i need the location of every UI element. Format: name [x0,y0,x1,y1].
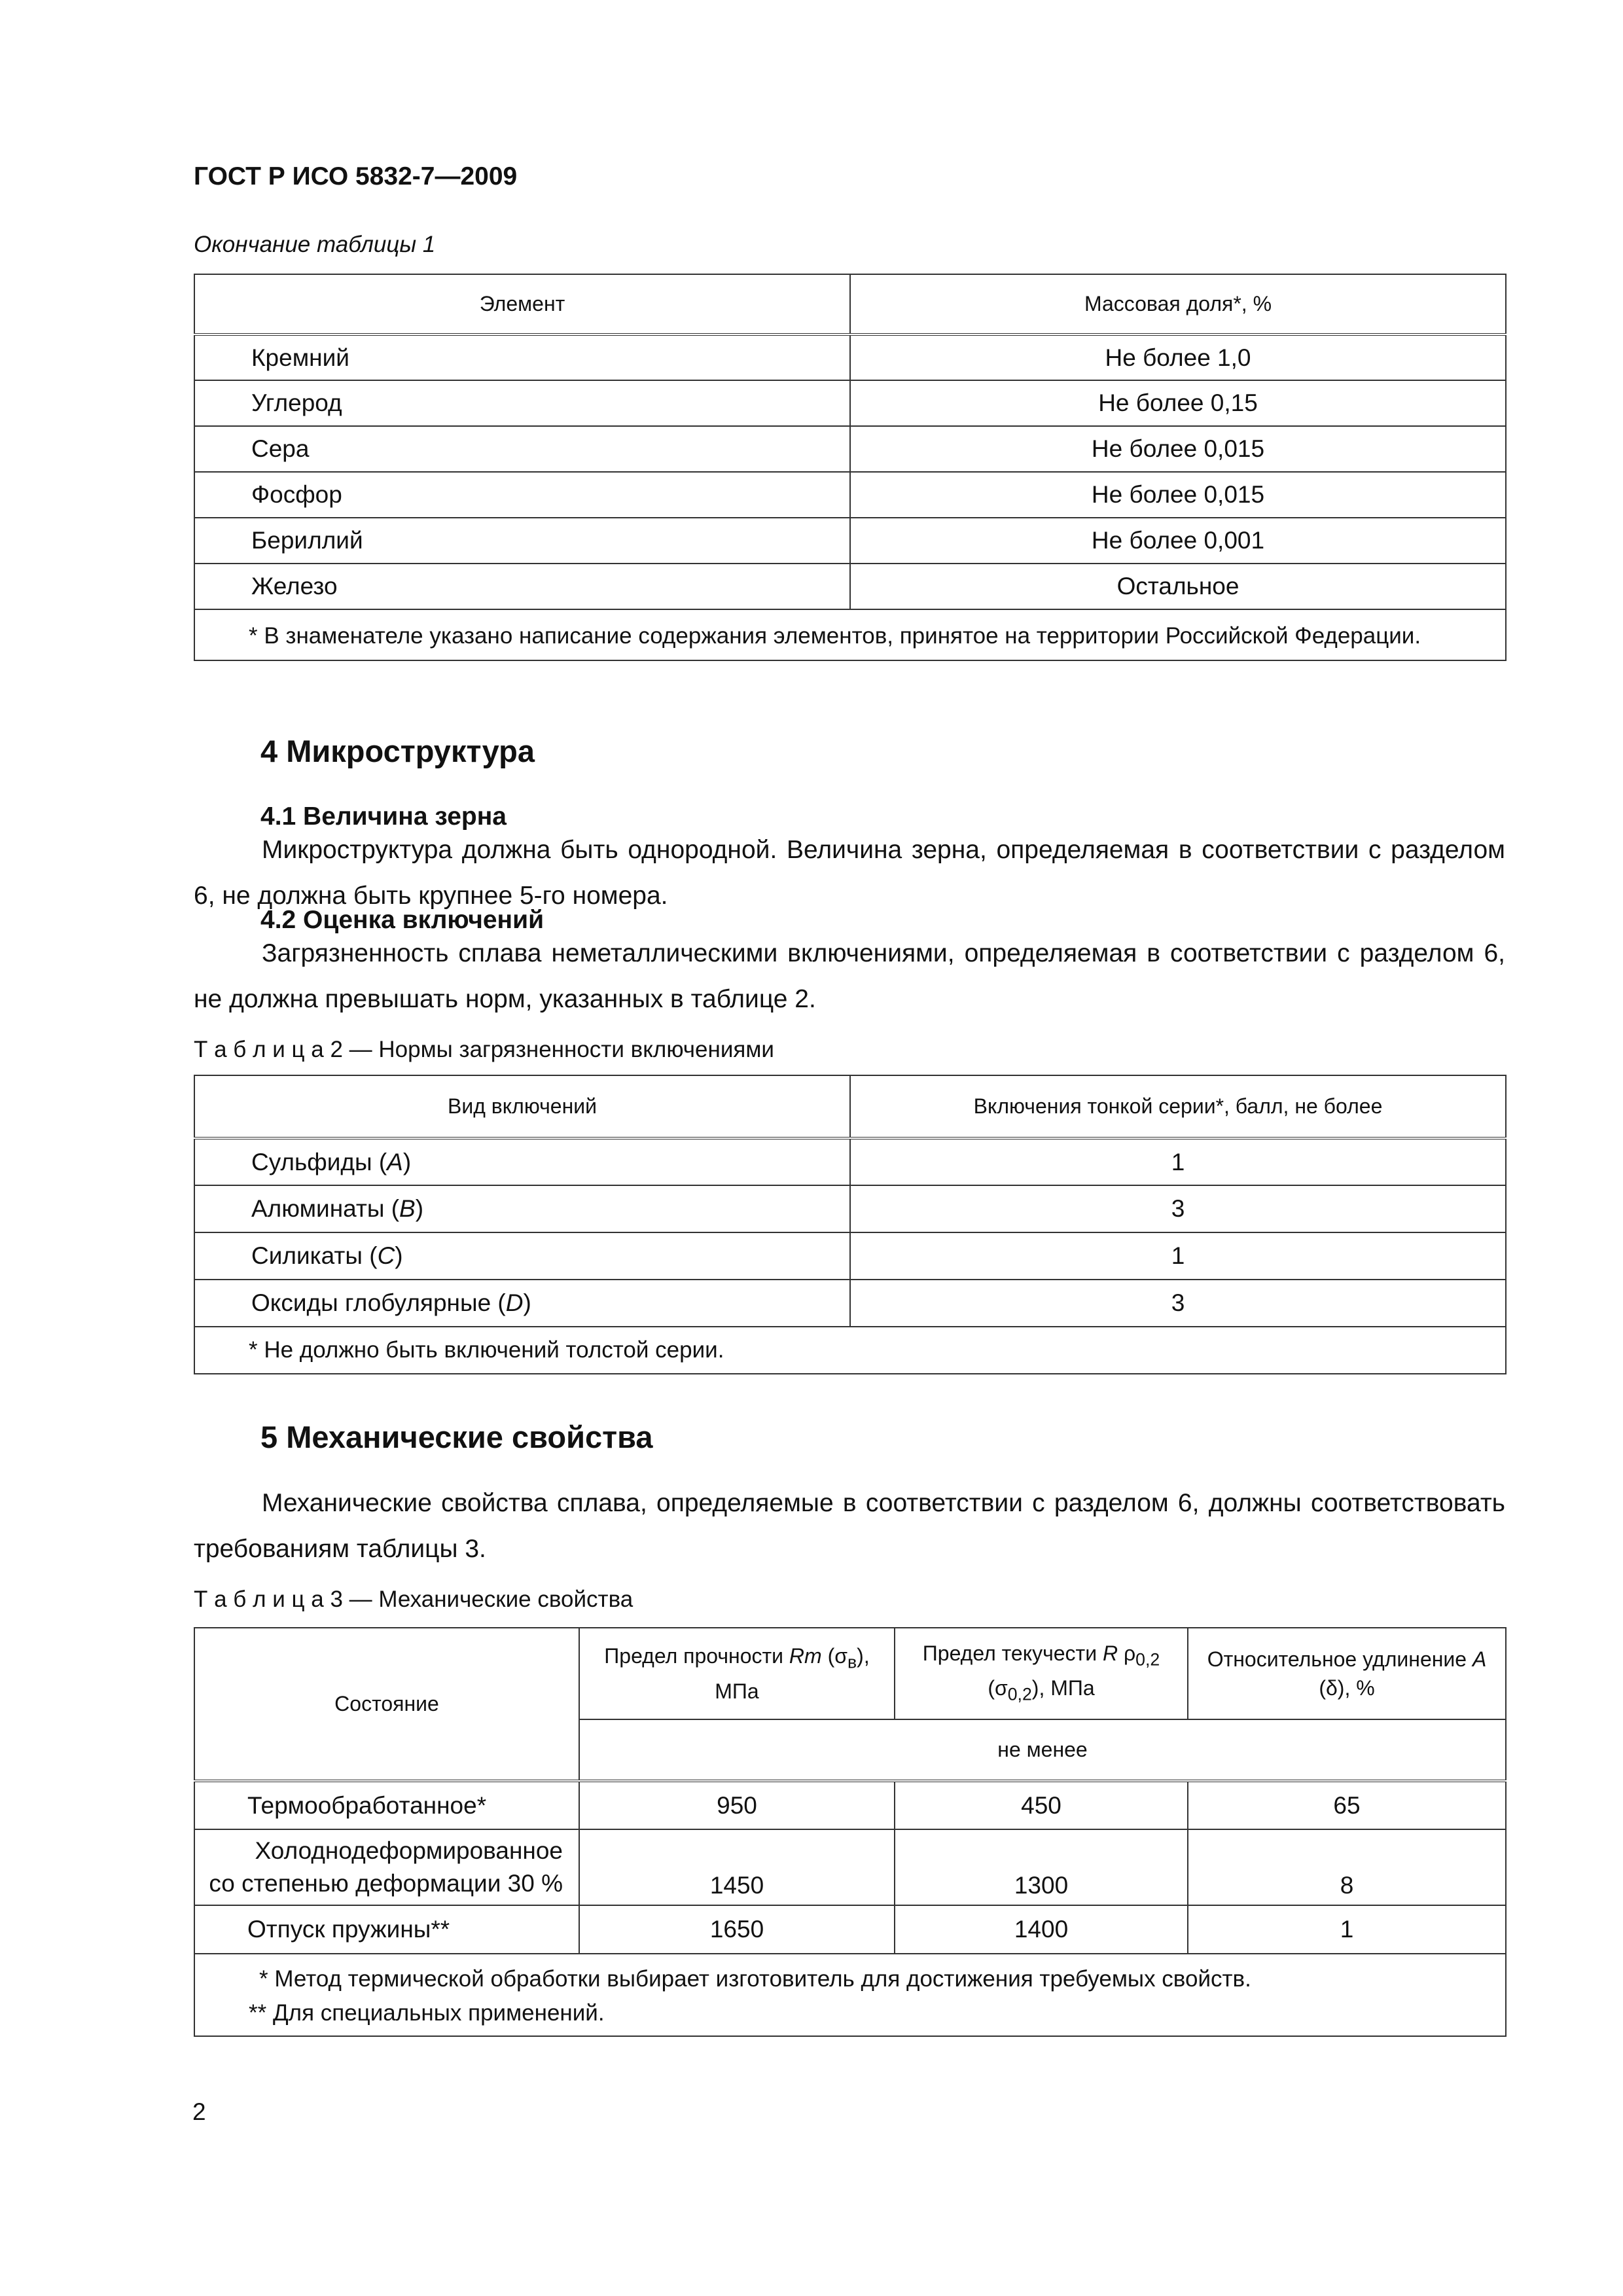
section4-heading: 4 Микроструктура [260,734,535,768]
table2-header-thin: Включения тонкой серии*, балл, не более [850,1075,1506,1138]
inclusion-letter: C [377,1242,395,1269]
section5-text: Механические свойства сплава, определяемые в соответствии с разделом 6, должны соответствовать требованиям таблицы 3. [194,1489,1505,1563]
table3-footnote-2: ** Для специальных применений. [249,2000,605,2026]
section4-2-heading: 4.2 Оценка включений [260,906,544,934]
inclusion-letter: A [387,1148,403,1175]
inclusion-name: Оксиды глобулярные (D) [194,1280,850,1327]
table1-footnote-text: * В знаменателе указано написание содержания элементов, принятое на территории Российской Федерации. [249,623,1421,649]
table-row [194,334,1506,380]
inclusion-label: Сульфиды ( [251,1148,387,1175]
table-row [194,1905,1506,1954]
table3-caption-title: 3 — Механические свойства [323,1587,633,1612]
elong-unit: (δ), % [1319,1676,1375,1700]
strength-close: ), [857,1644,870,1668]
document-header: ГОСТ Р ИСО 5832-7—2009 [194,162,518,190]
element-name: Сера [194,426,850,472]
element-name: Углерод [194,380,850,426]
table3-footnote-1: * Метод термической обработки выбирает изготовитель для достижения требуемых свойств. [259,1966,1251,1992]
element-name: Железо [194,564,850,609]
inclusion-label: Оксиды глобулярные ( [251,1289,506,1316]
table1-continuation-caption: Окончание таблицы 1 [194,232,436,257]
element-name: Кремний [194,334,850,380]
table3-caption [194,1587,633,1613]
inclusion-label: Алюминаты ( [251,1195,400,1222]
strength-unit: МПа [715,1679,759,1703]
inclusion-letter: D [505,1289,524,1316]
table2-caption [194,1037,774,1063]
table3 [194,1627,1507,2037]
elong-value: 65 [1188,1781,1506,1829]
table3-header-yield [895,1628,1188,1719]
table3-header-state: Состояние [194,1628,579,1781]
table1-header-element: Элемент [194,274,850,334]
page-number: 2 [192,2098,206,2125]
table2-caption-label: Т а б л и ц а [194,1037,324,1062]
table-row [194,1232,1506,1280]
table2-footnote-text: * Не должно быть включений толстой серии. [249,1337,724,1363]
table-row [194,472,1506,518]
section4-1-heading: 4.1 Величина зерна [260,802,507,831]
strength-label: Предел прочности [604,1644,789,1668]
state-name: Термообработанное* [194,1781,579,1829]
table2-caption-title: 2 — Нормы загрязненности включениями [323,1037,774,1062]
state-line2: со степенью деформации 30 % [209,1870,563,1897]
table3-header-elongation [1188,1628,1506,1719]
yield-value: 450 [895,1781,1188,1829]
table3-min-label: не менее [579,1719,1506,1781]
yield-symbol: R [1102,1641,1118,1665]
table-row [194,1280,1506,1327]
inclusion-value: 3 [850,1185,1506,1232]
yield-sigma: (σ [988,1676,1008,1700]
element-value: Не более 0,001 [850,518,1506,564]
element-value: Не более 0,15 [850,380,1506,426]
yield-rho: ρ [1118,1641,1136,1665]
table3-footnotes [194,1954,1506,2036]
table3-caption-label: Т а б л и ц а [194,1587,324,1612]
table3-header-strength [579,1628,895,1719]
yield-sub2: 0,2 [1007,1684,1032,1704]
table2-footnote [194,1327,1506,1374]
element-value: Не более 0,015 [850,472,1506,518]
yield-sub: 0,2 [1135,1649,1160,1669]
inclusion-letter: B [399,1195,416,1222]
inclusion-name: Силикаты (C) [194,1232,850,1280]
yield-label: Предел текучести [922,1641,1103,1665]
inclusion-name: Сульфиды (A) [194,1138,850,1185]
element-value: Остальное [850,564,1506,609]
inclusion-value: 3 [850,1280,1506,1327]
table1-footnote [194,609,1506,660]
table-row [194,426,1506,472]
yield-unit: ), МПа [1031,1676,1095,1700]
inclusion-label: Силикаты ( [251,1242,378,1269]
inclusion-value: 1 [850,1138,1506,1185]
table-row [194,518,1506,564]
section4-2-text: Загрязненность сплава неметаллическими включениями, определяемая в соответствии с разделом 6, не должна превышать норм, указанных в таблице 2. [194,939,1505,1013]
element-value: Не более 0,015 [850,426,1506,472]
table-row [194,1185,1506,1232]
elong-label: Относительное удлинение [1207,1647,1472,1671]
elong-value: 8 [1188,1829,1506,1905]
table-row [194,564,1506,609]
state-name [194,1829,579,1905]
table1 [194,274,1507,661]
yield-value: 1400 [895,1905,1188,1954]
inclusion-value: 1 [850,1232,1506,1280]
elong-symbol: A [1472,1647,1487,1671]
strength-value: 1450 [579,1829,895,1905]
table-row [194,1829,1506,1905]
section5-heading: 5 Механические свойства [260,1420,653,1454]
table-row [194,380,1506,426]
strength-sub: в [847,1652,857,1672]
strength-value: 1650 [579,1905,895,1954]
element-value: Не более 1,0 [850,334,1506,380]
yield-value: 1300 [895,1829,1188,1905]
strength-value: 950 [579,1781,895,1829]
element-name: Фосфор [194,472,850,518]
inclusion-name: Алюминаты (B) [194,1185,850,1232]
state-name: Отпуск пружины** [194,1905,579,1954]
table2-header-type: Вид включений [194,1075,850,1138]
strength-symbol: Rm [789,1644,822,1668]
section4-1-text: Микроструктура должна быть однородной. Величина зерна, определяемая в соответствии с разделом 6, не должна быть крупнее 5-го номера. [194,836,1505,910]
table1-header-mass: Массовая доля*, % [850,274,1506,334]
element-name: Бериллий [194,518,850,564]
strength-sigma: (σ [821,1644,847,1668]
table-row [194,1781,1506,1829]
table2 [194,1075,1507,1374]
table-row [194,1138,1506,1185]
state-line1: Холоднодеформированное [255,1837,563,1864]
elong-value: 1 [1188,1905,1506,1954]
